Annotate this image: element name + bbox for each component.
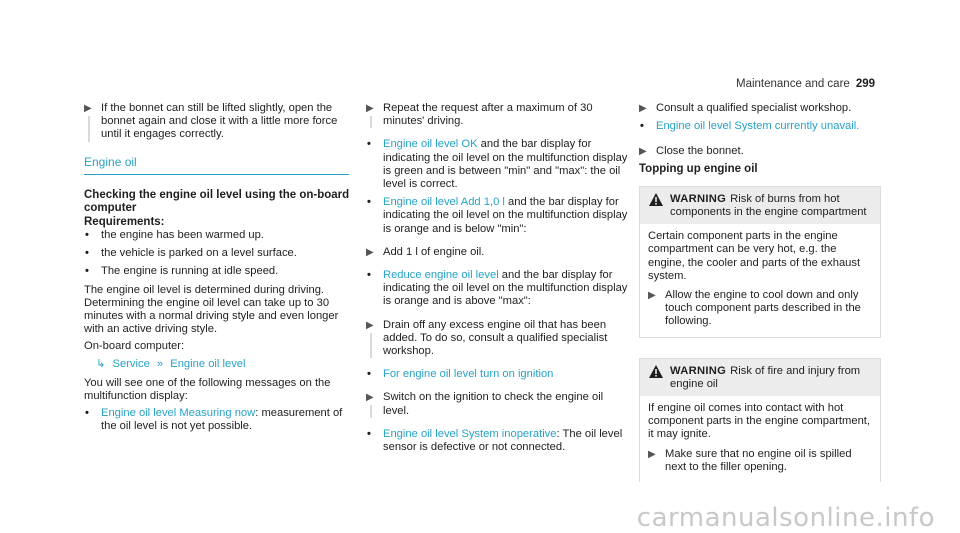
step-item	[639, 145, 881, 158]
list-item: • Engine oil level System inoperative: The oil level sensor is defective or not connected.	[367, 427, 623, 454]
message-desc: : measurement of the oil level is not yet possible.	[101, 407, 343, 433]
section-title: Engine oil	[84, 156, 349, 175]
step-text: If the bonnet can still be lifted slightly, open the bonnet again and close it with a little more force until it engages correctly.	[101, 102, 338, 141]
list-item-text: the engine has been warmed up.	[101, 229, 264, 242]
arrow-step-icon: ▶	[639, 103, 647, 114]
step-item	[366, 102, 628, 128]
list-item-text: the vehicle is parked on a level surface.	[101, 247, 297, 260]
subheading: Checking the engine oil level using the on-board computer	[84, 188, 350, 215]
message-desc: and the bar display for indicating the oil level on the multifunction display is orange and is below "min":	[383, 196, 628, 235]
warning-title: Risk of fire and injury from engine oil	[670, 364, 861, 390]
column-3	[639, 102, 881, 482]
list-item: • Engine oil level Add 1,0 l and the bar display for indicating the oil level on the multifunction display is orange and is below "min":	[367, 196, 628, 235]
arrow-step-icon: ▶	[366, 246, 374, 258]
page-header	[736, 78, 875, 91]
warning-header	[640, 187, 880, 224]
message-list	[85, 407, 354, 433]
menu-item-oil-level: Engine oil level	[170, 357, 246, 370]
page-number: 299	[855, 78, 875, 90]
warning-text: Certain component parts in the engine compartment can be very hot, e.g. the engine, the cooler and parts of the exhaust system.	[648, 230, 861, 282]
menu-item-service: Service	[112, 357, 150, 370]
step-item	[639, 102, 881, 115]
menu-path	[84, 358, 354, 371]
arrow-step-icon: ▶	[648, 448, 656, 460]
message-name: Engine oil level OK	[383, 138, 478, 151]
message-list	[367, 427, 628, 454]
arrow-step-icon: ▶	[366, 392, 374, 404]
column-2	[366, 102, 628, 459]
message-desc: and the bar display for indicating the oil level on the multifunction display is green and is between "min" and "max": the oil level is correct.	[383, 138, 628, 191]
requirements-label: Requirements:	[84, 215, 165, 228]
message-list	[367, 269, 628, 309]
paragraph: The engine oil level is determined during driving. Determining the engine oil level can take up to 30 minutes with a normal driving style and even longer with an active driving style.	[84, 283, 339, 336]
column-1	[84, 102, 354, 439]
message-list	[367, 138, 628, 235]
step-text: Allow the engine to cool down and only touch component parts described in the following.	[665, 289, 861, 328]
step-bar	[370, 405, 372, 417]
step-item	[84, 102, 354, 142]
arrow-step-icon: ▶	[366, 319, 374, 331]
list-item: • Reduce engine oil level and the bar display for indicating the oil level on the multifunction display is orange and is above "max":	[367, 269, 628, 308]
step-item	[366, 319, 628, 359]
step-item	[648, 289, 872, 329]
step-text: Make sure that no engine oil is spilled next to the filler opening.	[665, 447, 852, 473]
step-text: Consult a qualified specialist workshop.	[656, 102, 852, 114]
list-item: • For engine oil level turn on ignition	[367, 368, 554, 381]
arrow-step-icon: ▶	[366, 103, 374, 114]
step-text: Drain off any excess engine oil that has been added. To do so, consult a qualified specialist workshop.	[383, 318, 608, 358]
step-bar	[370, 333, 372, 359]
step-item	[366, 246, 628, 259]
list-item: • Engine oil level OK and the bar display for indicating the oil level on the multifunction display is green and is between "min" and "max": the oil level is correct.	[367, 138, 628, 191]
list-item: • Engine oil level Measuring now: measurement of the oil level is not yet possible.	[85, 407, 343, 433]
message-desc: : The oil level sensor is defective or not connected.	[383, 427, 623, 454]
warning-triangle-icon	[648, 192, 664, 207]
watermark-text: carmanualsonline.info	[636, 502, 935, 533]
list-item: • The engine is running at idle speed.	[85, 265, 279, 278]
step-text: Close the bonnet.	[656, 145, 744, 158]
warning-text: If engine oil comes into contact with hot component parts in the engine compartment, it may ignite.	[648, 402, 871, 441]
warning-label: WARNING	[670, 364, 727, 377]
step-text: Add 1 l of engine oil.	[383, 245, 485, 258]
message-name: For engine oil level turn on ignition	[383, 368, 554, 381]
subheading: Topping up engine oil	[639, 162, 758, 175]
message-desc: and the bar display for indicating the oil level on the multifunction display is orange and is above "max":	[383, 269, 628, 308]
message-name: Reduce engine oil level	[383, 269, 499, 282]
message-name: Engine oil level System currently unavail.	[656, 120, 860, 133]
arrow-step-icon: ▶	[639, 146, 647, 158]
step-text: Switch on the ignition to check the engine oil level.	[383, 391, 604, 417]
step-item	[648, 448, 872, 474]
arrow-step-icon: ▶	[648, 290, 656, 302]
step-bar	[88, 116, 90, 142]
message-list	[367, 368, 628, 381]
warning-title: Risk of burns from hot components in the engine compartment	[670, 192, 867, 219]
message-name: Engine oil level Measuring now	[101, 407, 256, 420]
header-section: Maintenance and care	[736, 78, 850, 90]
list-item: • the vehicle is parked on a level surface.	[85, 247, 297, 260]
warning-body	[640, 224, 880, 336]
list-item-text: The engine is running at idle speed.	[101, 265, 279, 278]
arrow-step-icon: ▶	[84, 103, 92, 114]
message-name: Engine oil level System inoperative	[383, 427, 557, 440]
warning-triangle-icon	[648, 364, 664, 379]
warning-label: WARNING	[670, 192, 727, 205]
requirements-list	[85, 229, 354, 279]
warning-box	[639, 186, 881, 338]
step-item	[366, 391, 628, 417]
message-name: Engine oil level Add 1,0 l	[383, 196, 505, 209]
step-bar	[370, 116, 372, 128]
onboard-label: On-board computer:	[84, 340, 185, 353]
warning-box	[639, 358, 881, 482]
step-text: Repeat the request after a maximum of 30 minutes' driving.	[383, 102, 593, 128]
double-chevron-icon: »	[156, 357, 164, 370]
message-list	[640, 120, 881, 133]
paragraph: You will see one of the following messages on the multifunction display:	[84, 376, 331, 403]
warning-body	[640, 396, 880, 482]
menu-arrow-icon: ↳	[96, 357, 106, 370]
warning-header	[640, 359, 880, 396]
list-item: • Engine oil level System currently unavail.	[640, 120, 860, 133]
list-item: • the engine has been warmed up.	[85, 229, 264, 242]
